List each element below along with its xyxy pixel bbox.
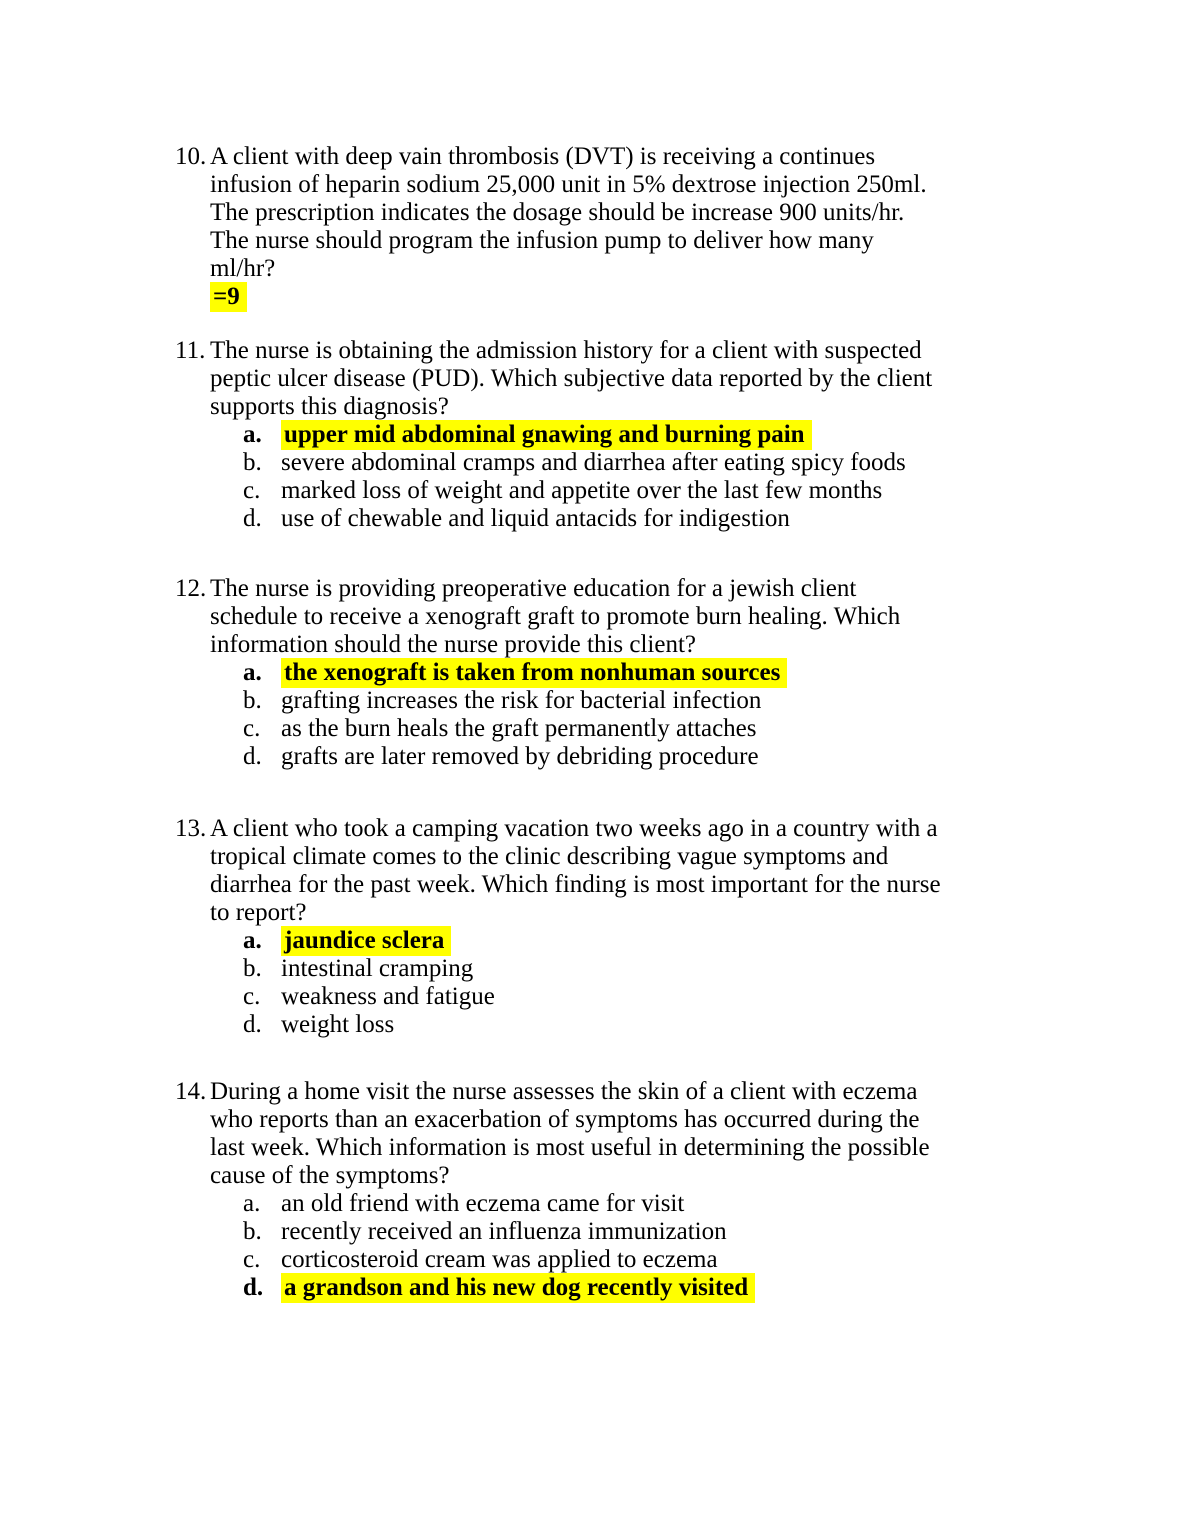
question-10-stem-line: The nurse should program the infusion pump to deliver how many — [210, 227, 874, 254]
option-letter: a. — [243, 421, 262, 448]
question-number: 10. — [175, 143, 207, 170]
option-letter: d. — [243, 505, 262, 532]
question-12-stem-line — [175, 575, 1055, 603]
question-stem-text: A client with deep vain thrombosis (DVT) is receiving a continues — [210, 143, 876, 170]
option-letter: a. — [243, 927, 262, 954]
question-stem-text: The nurse is providing preoperative education for a jewish client — [210, 575, 857, 602]
question-10-stem-line: The prescription indicates the dosage should be increase 900 units/hr. — [210, 199, 905, 226]
question-13-stem-line — [175, 815, 1055, 843]
question-13-stem-line: tropical climate comes to the clinic describing vague symptoms and — [210, 843, 889, 870]
option-text: weakness and fatigue — [281, 983, 495, 1010]
option-text: grafts are later removed by debriding procedure — [281, 743, 759, 770]
question-stem-text: The nurse is obtaining the admission history for a client with suspected — [210, 337, 922, 364]
answer-option-13d — [175, 1011, 1055, 1039]
option-text: marked loss of weight and appetite over the last few months — [281, 477, 883, 504]
question-stem-text: A client who took a camping vacation two weeks ago in a country with a — [210, 815, 938, 842]
document-page — [175, 143, 1055, 1302]
option-letter: b. — [243, 1218, 262, 1245]
question-13-stem-line: diarrhea for the past week. Which finding is most important for the nurse — [210, 871, 941, 898]
answer-option-12b — [175, 687, 1055, 715]
question-number: 14. — [175, 1078, 207, 1105]
option-letter: c. — [243, 715, 261, 742]
option-letter: b. — [243, 449, 262, 476]
option-letter: a. — [243, 659, 262, 686]
question-10-answer-line — [175, 283, 1055, 311]
question-11-stem-line: peptic ulcer disease (PUD). Which subjective data reported by the client — [210, 365, 933, 392]
option-text: severe abdominal cramps and diarrhea after eating spicy foods — [281, 449, 906, 476]
highlighted-answer: jaundice sclera — [281, 926, 451, 956]
question-12-stem-line: schedule to receive a xenograft graft to promote burn healing. Which — [210, 603, 901, 630]
answer-option-12d — [175, 743, 1055, 771]
question-14-stem-line — [175, 1078, 1055, 1106]
option-text: corticosteroid cream was applied to eczema — [281, 1246, 718, 1273]
option-text: use of chewable and liquid antacids for indigestion — [281, 505, 790, 532]
option-text: grafting increases the risk for bacterial infection — [281, 687, 762, 714]
highlighted-answer: =9 — [210, 282, 247, 312]
question-13 — [175, 815, 1055, 1039]
highlighted-answer: a grandson and his new dog recently visited — [281, 1273, 755, 1303]
answer-option-13a — [175, 927, 1055, 955]
question-14-stem-line: who reports than an exacerbation of symptoms has occurred during the — [210, 1106, 920, 1133]
question-14-stem-line: cause of the symptoms? — [210, 1162, 450, 1189]
answer-option-11a — [175, 421, 1055, 449]
question-10-stem-line: infusion of heparin sodium 25,000 unit in 5% dextrose injection 250ml. — [210, 171, 927, 198]
answer-option-11b — [175, 449, 1055, 477]
option-letter: d. — [243, 743, 262, 770]
question-11-stem-line — [175, 337, 1055, 365]
question-number: 12. — [175, 575, 207, 602]
answer-option-11c — [175, 477, 1055, 505]
question-13-stem-line: to report? — [210, 899, 307, 926]
answer-option-14d — [175, 1274, 1055, 1302]
option-letter: a. — [243, 1190, 261, 1217]
question-10-stem-line — [175, 143, 1055, 171]
question-10 — [175, 143, 1055, 311]
answer-option-11d — [175, 505, 1055, 533]
answer-option-14b — [175, 1218, 1055, 1246]
option-letter: d. — [243, 1011, 262, 1038]
option-letter: c. — [243, 477, 261, 504]
question-number: 13. — [175, 815, 207, 842]
option-letter: b. — [243, 687, 262, 714]
answer-option-12c — [175, 715, 1055, 743]
answer-option-14a — [175, 1190, 1055, 1218]
answer-option-13b — [175, 955, 1055, 983]
option-text: recently received an influenza immunization — [281, 1218, 727, 1245]
question-stem-text: During a home visit the nurse assesses the skin of a client with eczema — [210, 1078, 918, 1105]
question-number: 11. — [175, 337, 206, 364]
question-11-stem-line: supports this diagnosis? — [210, 393, 449, 420]
option-letter: c. — [243, 1246, 261, 1273]
question-14-stem-line: last week. Which information is most useful in determining the possible — [210, 1134, 930, 1161]
question-11 — [175, 337, 1055, 533]
question-12-stem-line: information should the nurse provide this client? — [210, 631, 697, 658]
highlighted-answer: upper mid abdominal gnawing and burning pain — [281, 420, 812, 450]
question-14 — [175, 1078, 1055, 1302]
answer-option-14c — [175, 1246, 1055, 1274]
question-10-stem-line: ml/hr? — [210, 255, 276, 282]
option-text: intestinal cramping — [281, 955, 474, 982]
option-letter: c. — [243, 983, 261, 1010]
highlighted-answer: the xenograft is taken from nonhuman sources — [281, 658, 787, 688]
option-letter: b. — [243, 955, 262, 982]
option-text: as the burn heals the graft permanently attaches — [281, 715, 757, 742]
question-12 — [175, 575, 1055, 771]
option-text: weight loss — [281, 1011, 395, 1038]
answer-option-12a — [175, 659, 1055, 687]
option-letter: d. — [243, 1274, 264, 1301]
answer-option-13c — [175, 983, 1055, 1011]
option-text: an old friend with eczema came for visit — [281, 1190, 685, 1217]
